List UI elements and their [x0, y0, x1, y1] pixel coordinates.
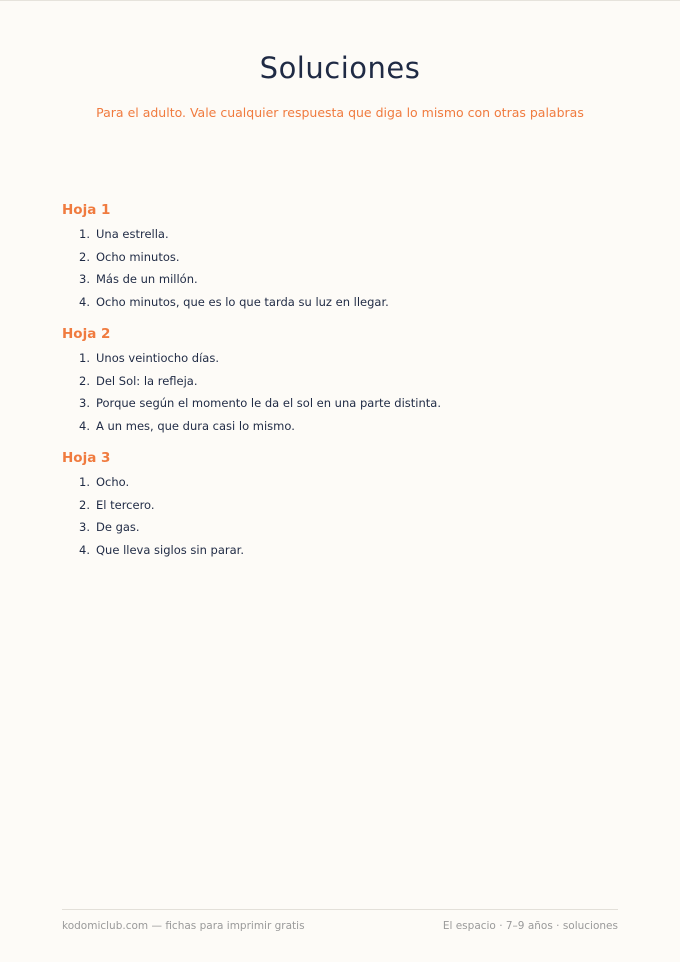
answer-number: 1.	[79, 351, 90, 365]
footer-divider	[62, 909, 618, 910]
section-hoja-3	[62, 449, 622, 561]
answer-text: Más de un millón.	[96, 272, 198, 286]
answer-list	[62, 223, 622, 313]
answer-number: 3.	[79, 396, 90, 410]
answer-number: 1.	[79, 227, 90, 241]
answer-item	[79, 370, 622, 393]
section-hoja-2	[62, 325, 622, 437]
answer-item	[79, 471, 622, 494]
answer-text: Que lleva siglos sin parar.	[96, 542, 244, 557]
answer-text: Del Sol: la refleja.	[96, 373, 198, 388]
answer-text: Ocho minutos, que es lo que tarda su luz en llegar.	[96, 294, 389, 309]
answer-text: Ocho minutos.	[96, 249, 180, 264]
answer-item	[79, 516, 622, 539]
page-title: Soluciones	[259, 51, 421, 85]
answer-item	[79, 291, 622, 314]
answer-number: 2.	[79, 497, 90, 512]
answer-item	[79, 415, 622, 438]
answer-item	[79, 347, 622, 370]
page-subtitle: Para el adulto. Vale cualquier respuesta que diga lo mismo con otras palabras	[96, 105, 584, 120]
answer-text: Unos veintiocho días.	[96, 351, 219, 365]
section-title: Hoja 1	[62, 202, 111, 218]
footer-site-text: kodomiclub.com — fichas para imprimir gratis	[62, 920, 305, 932]
answer-number: 3.	[79, 520, 90, 534]
answer-item	[79, 268, 622, 291]
section-title: Hoja 2	[62, 326, 111, 342]
answer-item	[79, 539, 622, 562]
answer-number: 4.	[79, 294, 90, 309]
answer-text: El tercero.	[96, 497, 155, 512]
section-title: Hoja 3	[62, 450, 111, 466]
footer-context-text: El espacio · 7–9 años · soluciones	[442, 920, 618, 932]
answer-number: 2.	[79, 373, 90, 388]
answer-number: 4.	[79, 542, 90, 557]
answer-number: 2.	[79, 249, 90, 264]
answer-text: Ocho.	[96, 475, 130, 489]
answer-text: Porque según el momento le da el sol en una parte distinta.	[96, 396, 441, 410]
answer-item	[79, 223, 622, 246]
answer-number: 1.	[79, 475, 90, 489]
answer-list	[62, 471, 622, 561]
answer-item	[79, 494, 622, 517]
answer-item	[79, 246, 622, 269]
section-hoja-1	[62, 201, 622, 313]
answer-text: Una estrella.	[96, 227, 169, 241]
answer-number: 4.	[79, 418, 90, 433]
answer-number: 3.	[79, 272, 90, 286]
answer-text: A un mes, que dura casi lo mismo.	[96, 418, 295, 433]
solutions-list	[62, 201, 622, 573]
answer-item	[79, 392, 622, 415]
answer-text: De gas.	[96, 520, 140, 534]
answer-list	[62, 347, 622, 437]
